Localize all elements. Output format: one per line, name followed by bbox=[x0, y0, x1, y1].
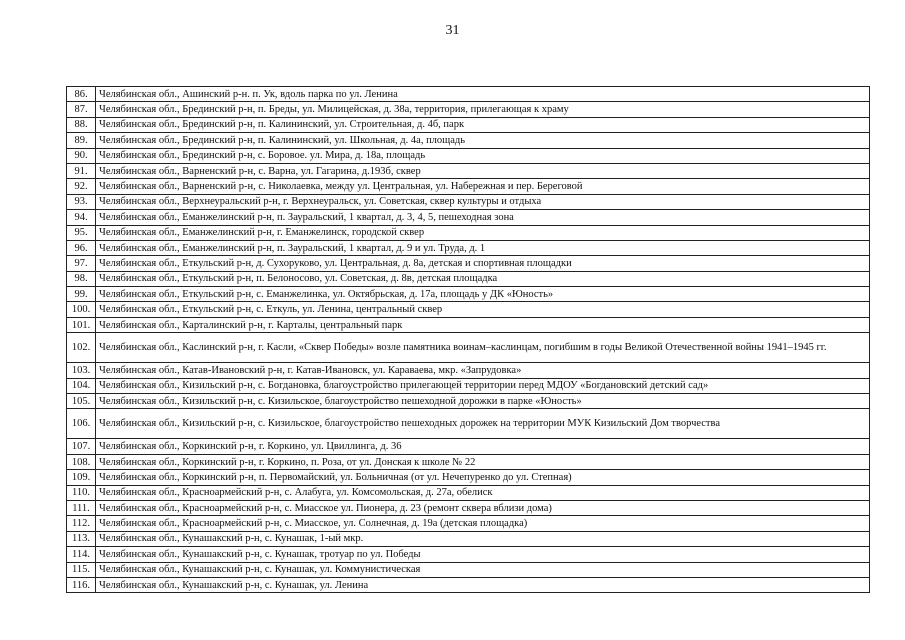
row-number: 116. bbox=[67, 577, 96, 592]
row-address: Челябинская обл., Каслинский р-н, г. Касли, «Сквер Победы» возле памятника воинам–каслинцам, погибшим в годы Великой Отечественной войны 1941–1945 гг. bbox=[96, 333, 870, 363]
row-number: 113. bbox=[67, 531, 96, 546]
row-address: Челябинская обл., Красноармейский р-н, с. Миасское ул. Пионера, д. 23 (ремонт сквера вблизи дома) bbox=[96, 500, 870, 515]
row-number: 92. bbox=[67, 179, 96, 194]
row-number: 98. bbox=[67, 271, 96, 286]
row-address: Челябинская обл., Кунашакский р-н, с. Кунашак, ул. Коммунистическая bbox=[96, 562, 870, 577]
row-number: 104. bbox=[67, 378, 96, 393]
row-number: 100. bbox=[67, 302, 96, 317]
table-row bbox=[67, 470, 870, 485]
row-number: 97. bbox=[67, 256, 96, 271]
table-row bbox=[67, 194, 870, 209]
page-number: 31 bbox=[445, 23, 460, 38]
table-row bbox=[67, 302, 870, 317]
row-address: Челябинская обл., Еманжелинский р-н, г. Еманжелинск, городской сквер bbox=[96, 225, 870, 240]
table-row bbox=[67, 562, 870, 577]
row-address: Челябинская обл., Кизильский р-н, с. Кизильское, благоустройство пешеходных дорожек на территории МУК Кизильский Дом творчества bbox=[96, 409, 870, 439]
row-address: Челябинская обл., Ашинский р-н. п. Ук, вдоль парка по ул. Ленина bbox=[96, 87, 870, 102]
row-address: Челябинская обл., Брединский р-н, п. Бреды, ул. Милицейская, д. 38а, территория, прилегающая к храму bbox=[96, 102, 870, 117]
row-address: Челябинская обл., Катав-Ивановский р-н, г. Катав-Ивановск, ул. Караваева, мкр. «Запрудовка» bbox=[96, 363, 870, 378]
row-number: 111. bbox=[67, 500, 96, 515]
row-address: Челябинская обл., Красноармейский р-н, с. Миасское, ул. Солнечная, д. 19а (детская площадка) bbox=[96, 516, 870, 531]
row-number: 102. bbox=[67, 333, 96, 363]
table-row bbox=[67, 409, 870, 439]
row-number: 101. bbox=[67, 317, 96, 332]
row-number: 103. bbox=[67, 363, 96, 378]
locations-table-body bbox=[67, 87, 870, 593]
table-row bbox=[67, 378, 870, 393]
table-row bbox=[67, 117, 870, 132]
row-address: Челябинская обл., Еткульский р-н, д. Сухоруково, ул. Центральная, д. 8а, детская и спортивная площадки bbox=[96, 256, 870, 271]
table-row bbox=[67, 547, 870, 562]
row-address: Челябинская обл., Верхнеуральский р-н, г. Верхнеуральск, ул. Советская, сквер культуры и отдыха bbox=[96, 194, 870, 209]
table-row bbox=[67, 271, 870, 286]
row-number: 94. bbox=[67, 210, 96, 225]
table-row bbox=[67, 500, 870, 515]
row-address: Челябинская обл., Карталинский р-н, г. Карталы, центральный парк bbox=[96, 317, 870, 332]
row-number: 108. bbox=[67, 454, 96, 469]
row-number: 112. bbox=[67, 516, 96, 531]
table-row bbox=[67, 179, 870, 194]
row-number: 93. bbox=[67, 194, 96, 209]
row-address: Челябинская обл., Еткульский р-н, с. Еткуль, ул. Ленина, центральный сквер bbox=[96, 302, 870, 317]
table-row bbox=[67, 163, 870, 178]
row-number: 89. bbox=[67, 133, 96, 148]
table-row bbox=[67, 317, 870, 332]
row-number: 86. bbox=[67, 87, 96, 102]
table-row bbox=[67, 531, 870, 546]
row-number: 106. bbox=[67, 409, 96, 439]
table-row bbox=[67, 225, 870, 240]
table-row bbox=[67, 439, 870, 454]
table-row bbox=[67, 210, 870, 225]
row-address: Челябинская обл., Кунашакский р-н, с. Кунашак, тротуар по ул. Победы bbox=[96, 547, 870, 562]
row-address: Челябинская обл., Коркинский р-н, г. Коркино, п. Роза, от ул. Донская к школе № 22 bbox=[96, 454, 870, 469]
row-number: 96. bbox=[67, 240, 96, 255]
row-number: 87. bbox=[67, 102, 96, 117]
row-address: Челябинская обл., Еманжелинский р-н, п. Зауральский, 1 квартал, д. 3, 4, 5, пешеходная зона bbox=[96, 210, 870, 225]
table-row bbox=[67, 148, 870, 163]
row-number: 109. bbox=[67, 470, 96, 485]
row-address: Челябинская обл., Еткульский р-н, п. Белоносово, ул. Советская, д. 8в, детская площадка bbox=[96, 271, 870, 286]
row-number: 88. bbox=[67, 117, 96, 132]
row-number: 105. bbox=[67, 394, 96, 409]
row-address: Челябинская обл., Варненский р-н, с. Николаевка, между ул. Центральная, ул. Набережная и пер. Береговой bbox=[96, 179, 870, 194]
row-number: 95. bbox=[67, 225, 96, 240]
table-row bbox=[67, 102, 870, 117]
row-number: 99. bbox=[67, 287, 96, 302]
row-address: Челябинская обл., Коркинский р-н, п. Первомайский, ул. Больничная (от ул. Нечепуренко до ул. Степная) bbox=[96, 470, 870, 485]
row-number: 91. bbox=[67, 163, 96, 178]
row-address: Челябинская обл., Еманжелинский р-н, п. Зауральский, 1 квартал, д. 9 и ул. Труда, д. 1 bbox=[96, 240, 870, 255]
row-address: Челябинская обл., Коркинский р-н, г. Коркино, ул. Цвиллинга, д. 36 bbox=[96, 439, 870, 454]
row-address: Челябинская обл., Брединский р-н, п. Калининский, ул. Школьная, д. 4а, площадь bbox=[96, 133, 870, 148]
table-row bbox=[67, 333, 870, 363]
row-number: 114. bbox=[67, 547, 96, 562]
locations-table bbox=[66, 86, 870, 593]
row-number: 110. bbox=[67, 485, 96, 500]
table-row bbox=[67, 516, 870, 531]
table-row bbox=[67, 87, 870, 102]
row-address: Челябинская обл., Еткульский р-н, с. Еманжелинка, ул. Октябрьская, д. 17а, площадь у ДК «Юность» bbox=[96, 287, 870, 302]
row-address: Челябинская обл., Красноармейский р-н, с. Алабуга, ул. Комсомольская, д. 27а, обелиск bbox=[96, 485, 870, 500]
row-number: 90. bbox=[67, 148, 96, 163]
row-address: Челябинская обл., Кунашакский р-н, с. Кунашак, ул. Ленина bbox=[96, 577, 870, 592]
table-row bbox=[67, 577, 870, 592]
row-address: Челябинская обл., Брединский р-н, п. Калининский, ул. Строительная, д. 4б, парк bbox=[96, 117, 870, 132]
row-address: Челябинская обл., Брединский р-н, с. Боровое. ул. Мира, д. 18а, площадь bbox=[96, 148, 870, 163]
row-address: Челябинская обл., Кунашакский р-н, с. Кунашак, 1-ый мкр. bbox=[96, 531, 870, 546]
table-row bbox=[67, 485, 870, 500]
row-address: Челябинская обл., Кизильский р-н, с. Кизильское, благоустройство пешеходной дорожки в парке «Юность» bbox=[96, 394, 870, 409]
table-row bbox=[67, 287, 870, 302]
table-row bbox=[67, 363, 870, 378]
table-row bbox=[67, 240, 870, 255]
row-address: Челябинская обл., Кизильский р-н, с. Богдановка, благоустройство прилегающей территории перед МДОУ «Богдановский детский сад» bbox=[96, 378, 870, 393]
row-number: 115. bbox=[67, 562, 96, 577]
table-row bbox=[67, 394, 870, 409]
table-row bbox=[67, 256, 870, 271]
table-row bbox=[67, 454, 870, 469]
table-row bbox=[67, 133, 870, 148]
row-address: Челябинская обл., Варненский р-н, с. Варна, ул. Гагарина, д.193б, сквер bbox=[96, 163, 870, 178]
row-number: 107. bbox=[67, 439, 96, 454]
